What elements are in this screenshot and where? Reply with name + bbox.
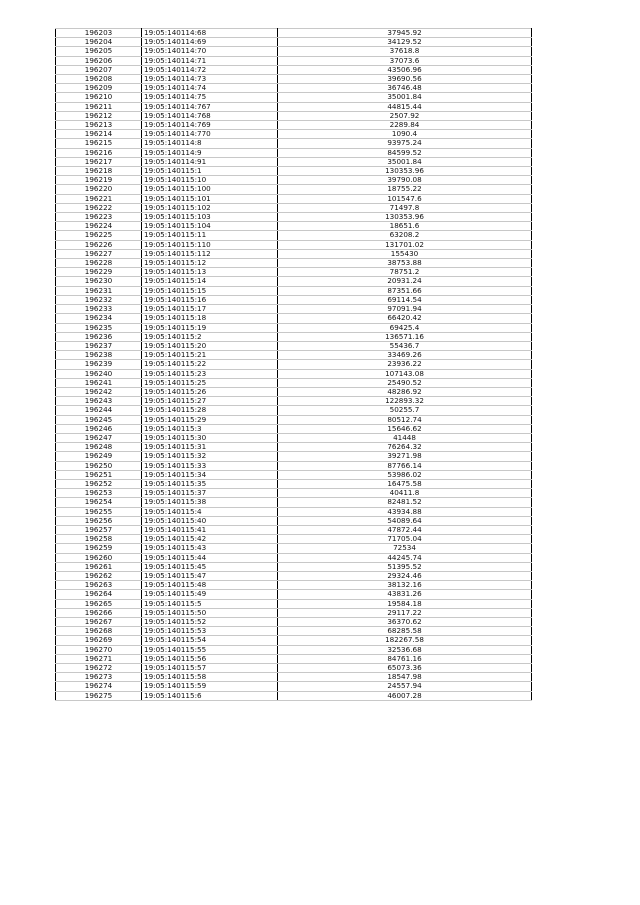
table-row bbox=[56, 213, 532, 222]
value-cell: 87351.66 bbox=[278, 286, 532, 295]
row-id-cell: 196230 bbox=[56, 277, 142, 286]
table-row bbox=[56, 452, 532, 461]
cadastral-number-cell: 19:05:140114:69 bbox=[142, 38, 278, 47]
row-id-cell: 196220 bbox=[56, 185, 142, 194]
table-row bbox=[56, 627, 532, 636]
row-id-cell: 196234 bbox=[56, 314, 142, 323]
cadastral-number-cell: 19:05:140114:767 bbox=[142, 102, 278, 111]
row-id-cell: 196259 bbox=[56, 544, 142, 553]
value-cell: 40411.8 bbox=[278, 489, 532, 498]
cadastral-number-cell: 19:05:140114:770 bbox=[142, 130, 278, 139]
value-cell: 47872.44 bbox=[278, 525, 532, 534]
cadastral-number-cell: 19:05:140115:54 bbox=[142, 636, 278, 645]
row-id-cell: 196268 bbox=[56, 627, 142, 636]
table-row bbox=[56, 461, 532, 470]
table-row bbox=[56, 360, 532, 369]
value-cell: 55436.7 bbox=[278, 341, 532, 350]
value-cell: 48286.92 bbox=[278, 387, 532, 396]
row-id-cell: 196249 bbox=[56, 452, 142, 461]
value-cell: 36370.62 bbox=[278, 618, 532, 627]
value-cell: 63208.2 bbox=[278, 231, 532, 240]
table-row bbox=[56, 341, 532, 350]
value-cell: 69425.4 bbox=[278, 323, 532, 332]
cadastral-number-cell: 19:05:140115:21 bbox=[142, 351, 278, 360]
row-id-cell: 196260 bbox=[56, 553, 142, 562]
value-cell: 35001.84 bbox=[278, 157, 532, 166]
row-id-cell: 196240 bbox=[56, 369, 142, 378]
value-cell: 18547.98 bbox=[278, 673, 532, 682]
row-id-cell: 196208 bbox=[56, 75, 142, 84]
table-row bbox=[56, 240, 532, 249]
table-row bbox=[56, 682, 532, 691]
cadastral-number-cell: 19:05:140115:28 bbox=[142, 406, 278, 415]
cadastral-number-cell: 19:05:140115:2 bbox=[142, 332, 278, 341]
row-id-cell: 196203 bbox=[56, 29, 142, 38]
value-cell: 29117.22 bbox=[278, 608, 532, 617]
cadastral-number-cell: 19:05:140114:768 bbox=[142, 111, 278, 120]
value-cell: 25490.52 bbox=[278, 378, 532, 387]
table-row bbox=[56, 29, 532, 38]
row-id-cell: 196238 bbox=[56, 351, 142, 360]
table-row bbox=[56, 581, 532, 590]
table-row bbox=[56, 139, 532, 148]
cadastral-number-cell: 19:05:140115:4 bbox=[142, 507, 278, 516]
value-cell: 182267.58 bbox=[278, 636, 532, 645]
row-id-cell: 196257 bbox=[56, 525, 142, 534]
value-cell: 46007.28 bbox=[278, 691, 532, 700]
row-id-cell: 196235 bbox=[56, 323, 142, 332]
value-cell: 38753.88 bbox=[278, 259, 532, 268]
table-row bbox=[56, 332, 532, 341]
cadastral-number-cell: 19:05:140115:29 bbox=[142, 415, 278, 424]
value-cell: 53986.02 bbox=[278, 470, 532, 479]
value-cell: 18755.22 bbox=[278, 185, 532, 194]
cadastral-number-cell: 19:05:140115:43 bbox=[142, 544, 278, 553]
row-id-cell: 196212 bbox=[56, 111, 142, 120]
row-id-cell: 196263 bbox=[56, 581, 142, 590]
table-row bbox=[56, 130, 532, 139]
row-id-cell: 196206 bbox=[56, 56, 142, 65]
cadastral-number-cell: 19:05:140115:41 bbox=[142, 525, 278, 534]
value-cell: 54089.64 bbox=[278, 516, 532, 525]
row-id-cell: 196270 bbox=[56, 645, 142, 654]
cadastral-number-cell: 19:05:140115:25 bbox=[142, 378, 278, 387]
table-row bbox=[56, 562, 532, 571]
value-cell: 43506.96 bbox=[278, 65, 532, 74]
table-row bbox=[56, 369, 532, 378]
value-cell: 39790.08 bbox=[278, 176, 532, 185]
cadastral-number-cell: 19:05:140114:73 bbox=[142, 75, 278, 84]
cadastral-number-cell: 19:05:140115:11 bbox=[142, 231, 278, 240]
cadastral-number-cell: 19:05:140115:20 bbox=[142, 341, 278, 350]
table-row bbox=[56, 424, 532, 433]
cadastral-number-cell: 19:05:140115:55 bbox=[142, 645, 278, 654]
row-id-cell: 196261 bbox=[56, 562, 142, 571]
table-row bbox=[56, 654, 532, 663]
cadastral-number-cell: 19:05:140115:102 bbox=[142, 203, 278, 212]
table-body bbox=[56, 29, 532, 701]
cadastral-number-cell: 19:05:140115:49 bbox=[142, 590, 278, 599]
cadastral-number-cell: 19:05:140114:769 bbox=[142, 121, 278, 130]
row-id-cell: 196256 bbox=[56, 516, 142, 525]
value-cell: 78751.2 bbox=[278, 268, 532, 277]
row-id-cell: 196221 bbox=[56, 194, 142, 203]
cadastral-number-cell: 19:05:140115:101 bbox=[142, 194, 278, 203]
value-cell: 155430 bbox=[278, 249, 532, 258]
value-cell: 72534 bbox=[278, 544, 532, 553]
cadastral-number-cell: 19:05:140115:57 bbox=[142, 664, 278, 673]
row-id-cell: 196262 bbox=[56, 571, 142, 580]
cadastral-number-cell: 19:05:140115:56 bbox=[142, 654, 278, 663]
row-id-cell: 196242 bbox=[56, 387, 142, 396]
table-row bbox=[56, 102, 532, 111]
value-cell: 37945.92 bbox=[278, 29, 532, 38]
row-id-cell: 196265 bbox=[56, 599, 142, 608]
cadastral-number-cell: 19:05:140115:112 bbox=[142, 249, 278, 258]
table-row bbox=[56, 277, 532, 286]
value-cell: 130353.96 bbox=[278, 213, 532, 222]
value-cell: 33469.26 bbox=[278, 351, 532, 360]
row-id-cell: 196246 bbox=[56, 424, 142, 433]
table-row bbox=[56, 323, 532, 332]
value-cell: 19584.18 bbox=[278, 599, 532, 608]
value-cell: 80512.74 bbox=[278, 415, 532, 424]
cadastral-number-cell: 19:05:140115:18 bbox=[142, 314, 278, 323]
row-id-cell: 196232 bbox=[56, 295, 142, 304]
cadastral-number-cell: 19:05:140114:75 bbox=[142, 93, 278, 102]
row-id-cell: 196269 bbox=[56, 636, 142, 645]
cadastral-number-cell: 19:05:140115:50 bbox=[142, 608, 278, 617]
cadastral-number-cell: 19:05:140115:10 bbox=[142, 176, 278, 185]
table-row bbox=[56, 535, 532, 544]
table-row bbox=[56, 636, 532, 645]
cadastral-number-cell: 19:05:140114:72 bbox=[142, 65, 278, 74]
value-cell: 82481.52 bbox=[278, 498, 532, 507]
cadastral-number-cell: 19:05:140115:12 bbox=[142, 259, 278, 268]
table-row bbox=[56, 47, 532, 56]
cadastral-number-cell: 19:05:140115:34 bbox=[142, 470, 278, 479]
table-row bbox=[56, 571, 532, 580]
row-id-cell: 196226 bbox=[56, 240, 142, 249]
value-cell: 101547.6 bbox=[278, 194, 532, 203]
cadastral-number-cell: 19:05:140114:91 bbox=[142, 157, 278, 166]
value-cell: 18651.6 bbox=[278, 222, 532, 231]
table-row bbox=[56, 415, 532, 424]
value-cell: 71705.04 bbox=[278, 535, 532, 544]
table-row bbox=[56, 167, 532, 176]
table-row bbox=[56, 148, 532, 157]
data-table bbox=[55, 28, 532, 701]
value-cell: 1090.4 bbox=[278, 130, 532, 139]
row-id-cell: 196205 bbox=[56, 47, 142, 56]
cadastral-number-cell: 19:05:140115:45 bbox=[142, 562, 278, 571]
table-row bbox=[56, 470, 532, 479]
value-cell: 34129.52 bbox=[278, 38, 532, 47]
table-row bbox=[56, 157, 532, 166]
row-id-cell: 196247 bbox=[56, 433, 142, 442]
value-cell: 36746.48 bbox=[278, 84, 532, 93]
row-id-cell: 196254 bbox=[56, 498, 142, 507]
cadastral-number-cell: 19:05:140115:6 bbox=[142, 691, 278, 700]
value-cell: 107143.08 bbox=[278, 369, 532, 378]
value-cell: 131701.02 bbox=[278, 240, 532, 249]
cadastral-number-cell: 19:05:140114:68 bbox=[142, 29, 278, 38]
cadastral-number-cell: 19:05:140115:32 bbox=[142, 452, 278, 461]
value-cell: 68285.58 bbox=[278, 627, 532, 636]
row-id-cell: 196275 bbox=[56, 691, 142, 700]
value-cell: 2289.84 bbox=[278, 121, 532, 130]
row-id-cell: 196210 bbox=[56, 93, 142, 102]
table-row bbox=[56, 645, 532, 654]
row-id-cell: 196207 bbox=[56, 65, 142, 74]
row-id-cell: 196225 bbox=[56, 231, 142, 240]
value-cell: 32536.68 bbox=[278, 645, 532, 654]
cadastral-number-cell: 19:05:140115:33 bbox=[142, 461, 278, 470]
table-row bbox=[56, 65, 532, 74]
row-id-cell: 196252 bbox=[56, 479, 142, 488]
value-cell: 136571.16 bbox=[278, 332, 532, 341]
table-row bbox=[56, 249, 532, 258]
cadastral-number-cell: 19:05:140114:70 bbox=[142, 47, 278, 56]
value-cell: 66420.42 bbox=[278, 314, 532, 323]
value-cell: 24557.94 bbox=[278, 682, 532, 691]
table-row bbox=[56, 75, 532, 84]
value-cell: 35001.84 bbox=[278, 93, 532, 102]
row-id-cell: 196213 bbox=[56, 121, 142, 130]
table-row bbox=[56, 406, 532, 415]
row-id-cell: 196214 bbox=[56, 130, 142, 139]
cadastral-number-cell: 19:05:140115:42 bbox=[142, 535, 278, 544]
row-id-cell: 196216 bbox=[56, 148, 142, 157]
table-row bbox=[56, 553, 532, 562]
value-cell: 51395.52 bbox=[278, 562, 532, 571]
table-row bbox=[56, 525, 532, 534]
value-cell: 37073.6 bbox=[278, 56, 532, 65]
value-cell: 43831.26 bbox=[278, 590, 532, 599]
table-row bbox=[56, 305, 532, 314]
table-row bbox=[56, 479, 532, 488]
value-cell: 69114.54 bbox=[278, 295, 532, 304]
row-id-cell: 196255 bbox=[56, 507, 142, 516]
value-cell: 43934.88 bbox=[278, 507, 532, 516]
row-id-cell: 196237 bbox=[56, 341, 142, 350]
cadastral-number-cell: 19:05:140115:26 bbox=[142, 387, 278, 396]
table-row bbox=[56, 93, 532, 102]
row-id-cell: 196274 bbox=[56, 682, 142, 691]
cadastral-number-cell: 19:05:140115:52 bbox=[142, 618, 278, 627]
cadastral-number-cell: 19:05:140115:35 bbox=[142, 479, 278, 488]
value-cell: 44245.74 bbox=[278, 553, 532, 562]
row-id-cell: 196233 bbox=[56, 305, 142, 314]
table-row bbox=[56, 121, 532, 130]
cadastral-number-cell: 19:05:140115:13 bbox=[142, 268, 278, 277]
row-id-cell: 196209 bbox=[56, 84, 142, 93]
cadastral-number-cell: 19:05:140115:58 bbox=[142, 673, 278, 682]
cadastral-number-cell: 19:05:140115:1 bbox=[142, 167, 278, 176]
cadastral-number-cell: 19:05:140115:15 bbox=[142, 286, 278, 295]
row-id-cell: 196223 bbox=[56, 213, 142, 222]
table-row bbox=[56, 56, 532, 65]
table-row bbox=[56, 111, 532, 120]
table-row bbox=[56, 314, 532, 323]
cadastral-number-cell: 19:05:140114:8 bbox=[142, 139, 278, 148]
cadastral-number-cell: 19:05:140115:17 bbox=[142, 305, 278, 314]
table-row bbox=[56, 84, 532, 93]
row-id-cell: 196272 bbox=[56, 664, 142, 673]
table-row bbox=[56, 295, 532, 304]
value-cell: 130353.96 bbox=[278, 167, 532, 176]
table-row bbox=[56, 544, 532, 553]
value-cell: 38132.16 bbox=[278, 581, 532, 590]
row-id-cell: 196258 bbox=[56, 535, 142, 544]
row-id-cell: 196239 bbox=[56, 360, 142, 369]
cadastral-number-cell: 19:05:140115:40 bbox=[142, 516, 278, 525]
value-cell: 2507.92 bbox=[278, 111, 532, 120]
value-cell: 65073.36 bbox=[278, 664, 532, 673]
cadastral-number-cell: 19:05:140114:71 bbox=[142, 56, 278, 65]
table-row bbox=[56, 387, 532, 396]
table-row bbox=[56, 516, 532, 525]
table-row bbox=[56, 691, 532, 700]
row-id-cell: 196248 bbox=[56, 443, 142, 452]
value-cell: 44815.44 bbox=[278, 102, 532, 111]
value-cell: 76264.32 bbox=[278, 443, 532, 452]
row-id-cell: 196218 bbox=[56, 167, 142, 176]
row-id-cell: 196271 bbox=[56, 654, 142, 663]
row-id-cell: 196243 bbox=[56, 397, 142, 406]
table-row bbox=[56, 222, 532, 231]
table-row bbox=[56, 351, 532, 360]
cadastral-number-cell: 19:05:140115:53 bbox=[142, 627, 278, 636]
table-row bbox=[56, 433, 532, 442]
table-row bbox=[56, 507, 532, 516]
cadastral-number-cell: 19:05:140115:47 bbox=[142, 571, 278, 580]
value-cell: 39271.98 bbox=[278, 452, 532, 461]
row-id-cell: 196229 bbox=[56, 268, 142, 277]
row-id-cell: 196266 bbox=[56, 608, 142, 617]
cadastral-number-cell: 19:05:140115:31 bbox=[142, 443, 278, 452]
row-id-cell: 196245 bbox=[56, 415, 142, 424]
cadastral-number-cell: 19:05:140115:48 bbox=[142, 581, 278, 590]
row-id-cell: 196273 bbox=[56, 673, 142, 682]
table-row bbox=[56, 498, 532, 507]
value-cell: 29324.46 bbox=[278, 571, 532, 580]
table-row bbox=[56, 489, 532, 498]
cadastral-number-cell: 19:05:140115:16 bbox=[142, 295, 278, 304]
row-id-cell: 196267 bbox=[56, 618, 142, 627]
cadastral-number-cell: 19:05:140115:27 bbox=[142, 397, 278, 406]
row-id-cell: 196250 bbox=[56, 461, 142, 470]
cadastral-number-cell: 19:05:140115:100 bbox=[142, 185, 278, 194]
cadastral-number-cell: 19:05:140114:9 bbox=[142, 148, 278, 157]
row-id-cell: 196215 bbox=[56, 139, 142, 148]
row-id-cell: 196253 bbox=[56, 489, 142, 498]
row-id-cell: 196204 bbox=[56, 38, 142, 47]
table-row bbox=[56, 194, 532, 203]
row-id-cell: 196227 bbox=[56, 249, 142, 258]
cadastral-number-cell: 19:05:140115:38 bbox=[142, 498, 278, 507]
value-cell: 23936.22 bbox=[278, 360, 532, 369]
row-id-cell: 196236 bbox=[56, 332, 142, 341]
cadastral-number-cell: 19:05:140115:30 bbox=[142, 433, 278, 442]
cadastral-number-cell: 19:05:140115:110 bbox=[142, 240, 278, 249]
table-row bbox=[56, 443, 532, 452]
row-id-cell: 196231 bbox=[56, 286, 142, 295]
row-id-cell: 196264 bbox=[56, 590, 142, 599]
table-row bbox=[56, 618, 532, 627]
table-row bbox=[56, 203, 532, 212]
row-id-cell: 196224 bbox=[56, 222, 142, 231]
table-row bbox=[56, 38, 532, 47]
row-id-cell: 196251 bbox=[56, 470, 142, 479]
cadastral-number-cell: 19:05:140115:14 bbox=[142, 277, 278, 286]
row-id-cell: 196219 bbox=[56, 176, 142, 185]
value-cell: 41448 bbox=[278, 433, 532, 442]
value-cell: 37618.8 bbox=[278, 47, 532, 56]
value-cell: 71497.8 bbox=[278, 203, 532, 212]
table-row bbox=[56, 185, 532, 194]
table-row bbox=[56, 286, 532, 295]
row-id-cell: 196228 bbox=[56, 259, 142, 268]
cadastral-number-cell: 19:05:140115:59 bbox=[142, 682, 278, 691]
table-row bbox=[56, 608, 532, 617]
value-cell: 87766.14 bbox=[278, 461, 532, 470]
table-row bbox=[56, 590, 532, 599]
table-row bbox=[56, 673, 532, 682]
row-id-cell: 196217 bbox=[56, 157, 142, 166]
table-row bbox=[56, 664, 532, 673]
value-cell: 97091.94 bbox=[278, 305, 532, 314]
cadastral-number-cell: 19:05:140115:103 bbox=[142, 213, 278, 222]
table-row bbox=[56, 268, 532, 277]
cadastral-number-cell: 19:05:140115:104 bbox=[142, 222, 278, 231]
table-row bbox=[56, 259, 532, 268]
value-cell: 16475.58 bbox=[278, 479, 532, 488]
cadastral-number-cell: 19:05:140115:44 bbox=[142, 553, 278, 562]
row-id-cell: 196244 bbox=[56, 406, 142, 415]
value-cell: 84599.52 bbox=[278, 148, 532, 157]
table-row bbox=[56, 378, 532, 387]
cadastral-number-cell: 19:05:140115:23 bbox=[142, 369, 278, 378]
value-cell: 39690.56 bbox=[278, 75, 532, 84]
value-cell: 122893.32 bbox=[278, 397, 532, 406]
cadastral-number-cell: 19:05:140115:19 bbox=[142, 323, 278, 332]
cadastral-number-cell: 19:05:140115:37 bbox=[142, 489, 278, 498]
table-row bbox=[56, 176, 532, 185]
cadastral-number-cell: 19:05:140115:5 bbox=[142, 599, 278, 608]
value-cell: 20931.24 bbox=[278, 277, 532, 286]
row-id-cell: 196222 bbox=[56, 203, 142, 212]
value-cell: 50255.7 bbox=[278, 406, 532, 415]
value-cell: 15646.62 bbox=[278, 424, 532, 433]
row-id-cell: 196241 bbox=[56, 378, 142, 387]
table-row bbox=[56, 397, 532, 406]
value-cell: 84761.16 bbox=[278, 654, 532, 663]
cadastral-number-cell: 19:05:140115:22 bbox=[142, 360, 278, 369]
cadastral-number-cell: 19:05:140115:3 bbox=[142, 424, 278, 433]
row-id-cell: 196211 bbox=[56, 102, 142, 111]
table-row bbox=[56, 231, 532, 240]
value-cell: 93975.24 bbox=[278, 139, 532, 148]
cadastral-number-cell: 19:05:140114:74 bbox=[142, 84, 278, 93]
table-row bbox=[56, 599, 532, 608]
